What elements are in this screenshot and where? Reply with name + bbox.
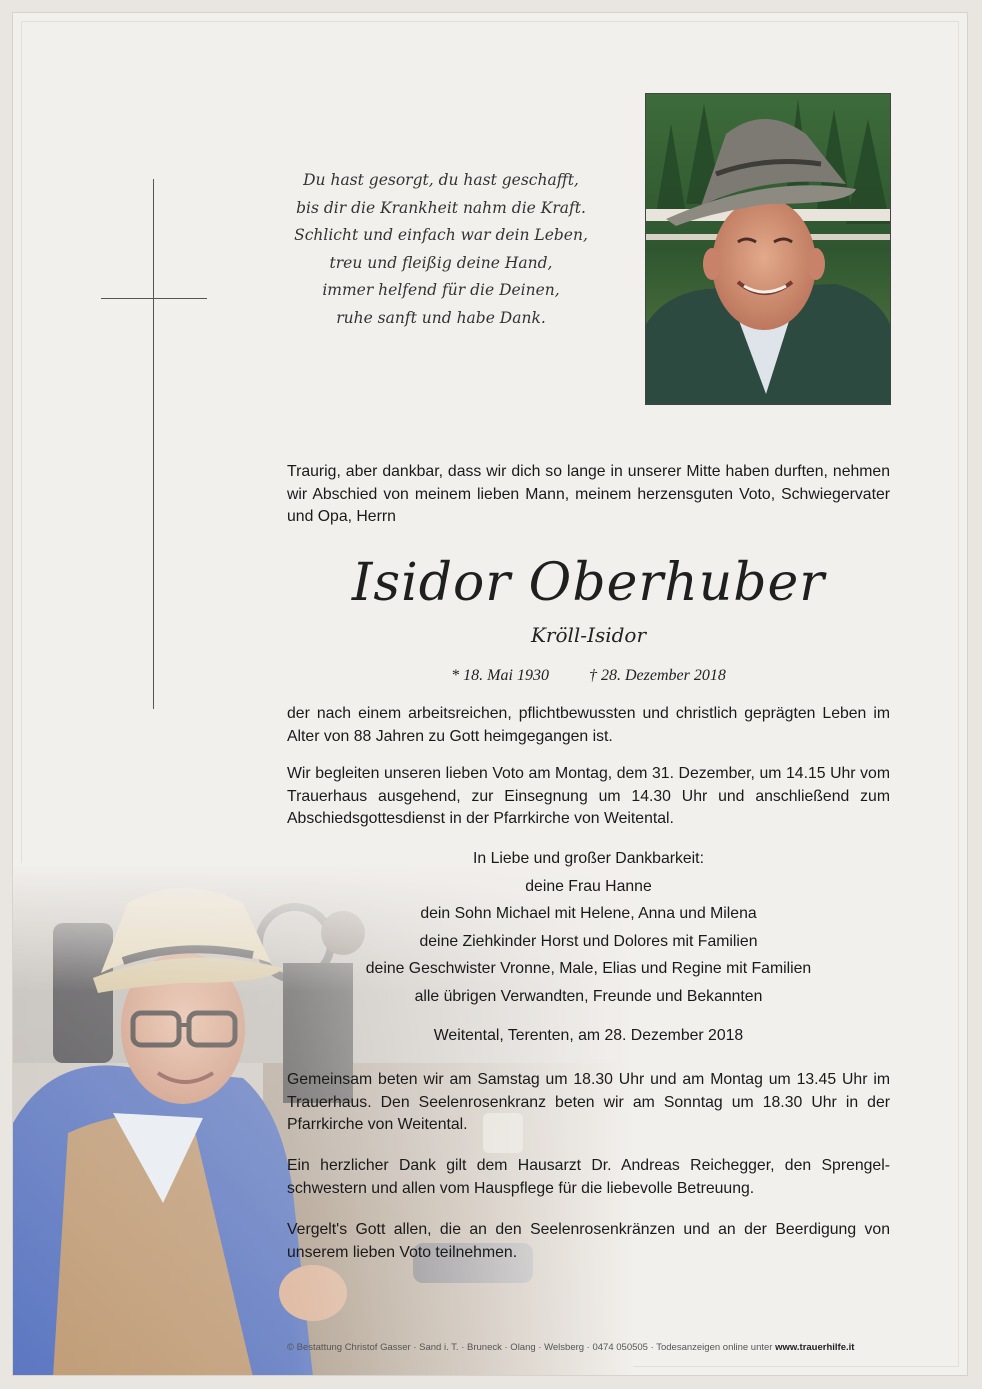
mourners-heading: In Liebe und großer Dankbarkeit: [473, 850, 704, 867]
mourner-line: deine Ziehkinder Horst und Dolores mit Familien [419, 932, 758, 950]
poem-line: treu und fleißig deine Hand, [329, 253, 553, 272]
deceased-nickname: Kröll-Isidor [530, 623, 647, 647]
deceased-name: Isidor Oberhuber [351, 553, 826, 613]
poem-line: bis dir die Krankheit nahm die Kraft. [296, 198, 586, 217]
poem-line: immer helfend für die Deinen, [322, 281, 560, 299]
cross-horizontal-bar [101, 298, 207, 299]
intro-text: Traurig, aber dankbar, dass wir dich so lange in unserer Mitte haben durften, nehmen wir Abschied von meinem lieben Mann, meinem herzensguten Voto, Schwiegervater und Opa, Herrn [287, 463, 890, 525]
mourner-line: deine Geschwister Vronne, Male, Elias und Regine mit Familien [365, 960, 812, 977]
thanks-text: Ein herzlicher Dank gilt dem Hausarzt Dr. Andreas Reichegger, den Sprengel-schwestern und allen vom Hauspflege für die liebevolle Betreuung. [287, 1157, 890, 1197]
mourner-line: alle übrigen Verwandten, Freunde und Bekannten [414, 987, 763, 1005]
prayer-text: Gemeinsam beten wir am Samstag um 18.30 Uhr und am Montag um 13.45 Uhr im Trauerhaus. Den Seelenrosenkranz beten wir am Sonntag um 18.30 Uhr in der Pfarrkirche von Weitental. [287, 1071, 890, 1133]
life-dates [287, 665, 890, 687]
death-date: † 28. Dezember 2018 [588, 667, 726, 684]
mourner-line: deine Frau Hanne [525, 877, 652, 895]
portrait-photo [645, 93, 891, 405]
obituary-card [12, 12, 968, 1376]
funeral-text: Wir begleiten unseren lieben Voto am Montag, dem 31. Dezember, um 14.15 Uhr vom Trauerhaus ausgehend, zur Einsegnung um 14.30 Uhr und anschließend zum Abschiedsgottesdienst in der Pfarrkirche von Weitental. [287, 765, 890, 827]
poem-line: ruhe sanft und habe Dank. [336, 308, 546, 327]
memorial-poem [261, 167, 621, 332]
vergelts-text: Vergelt's Gott allen, die an den Seelenrosenkränzen und an der Beerdigung von unserem lieben Voto teilnehmen. [287, 1221, 890, 1261]
footer-link[interactable]: www.trauerhilfe.it [775, 1342, 855, 1353]
mourners-list [287, 845, 890, 1010]
birth-date: * 18. Mai 1930 [451, 667, 549, 684]
poem-line: Du hast gesorgt, du hast geschafft, [303, 171, 579, 189]
footer-text: © Bestattung Christof Gasser · Sand i. T. · Bruneck · Olang · Welsberg · 0474 050505 · Todesanzeigen online unter [287, 1342, 776, 1353]
poem-line: Schlicht und einfach war dein Leben, [294, 226, 588, 244]
cross-vertical-bar [153, 179, 154, 709]
life-text: der nach einem arbeitsreichen, pflichtbewussten und christlich geprägten Leben im Alter von 88 Jahren zu Gott heimgegangen ist. [287, 705, 890, 745]
mourner-line: dein Sohn Michael mit Helene, Anna und Milena [420, 905, 757, 922]
footer-credits [287, 1342, 942, 1353]
place-and-date: Weitental, Terenten, am 28. Dezember 2018 [433, 1027, 744, 1044]
